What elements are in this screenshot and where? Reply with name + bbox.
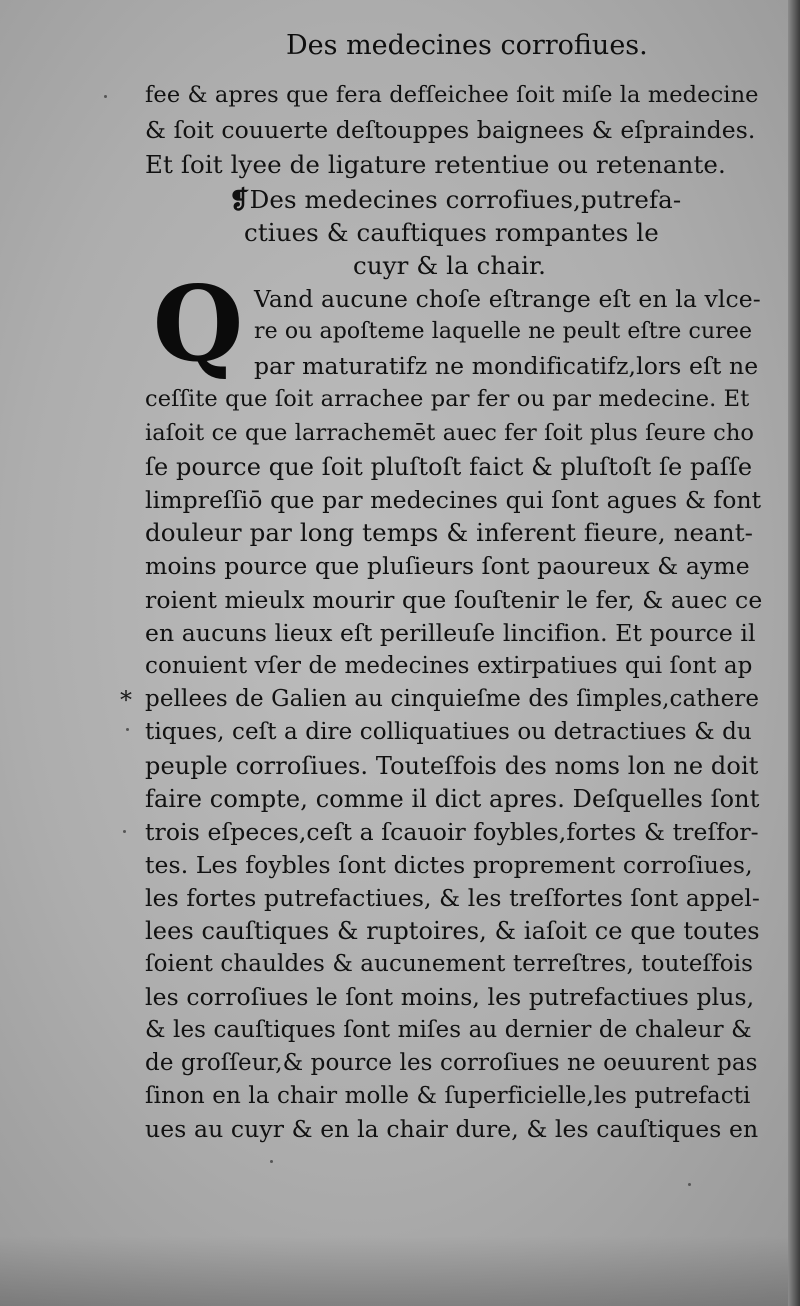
text-line: faire compte, comme il dict apres. Deſquelles ſont <box>145 785 760 813</box>
text-line: roient mieulx mourir que ſouſtenir le fer, & auec ce <box>145 586 763 614</box>
text-line: pellees de Galien au cinquieſme des ſimples,cathere <box>145 686 760 712</box>
ink-speck <box>270 1160 273 1163</box>
text-line: conuient vſer de medecines extirpatiues qui ſont ap <box>145 653 753 679</box>
text-line: ſoient chauldes & aucunement terreſtres, touteſfois <box>145 951 754 977</box>
running-header: Des medecines corrofiues. <box>286 30 648 61</box>
text-line: les corroſiues le ſont moins, les putrefactiues plus, <box>145 983 755 1011</box>
section-heading-line <box>229 183 699 217</box>
text-line: ceſſite que ſoit arrachee par fer ou par medecine. Et <box>145 386 750 412</box>
text-line: fee & apres que fera defſeichee ſoit miſe la medecine <box>145 82 759 108</box>
text-line: lees cauſtiques & ruptoires, & iaſoit ce que toutes <box>145 917 760 945</box>
text-line: ſinon en la chair molle & ſuperficielle,les putrefacti <box>145 1083 751 1109</box>
drop-cap: Q <box>152 262 244 385</box>
margin-asterisk: * <box>120 686 132 714</box>
ink-speck <box>123 830 126 833</box>
page-shadow <box>0 1236 800 1306</box>
text-line: & ſoit couuerte deſtouppes baignees & eſpraindes. <box>145 116 756 144</box>
section-heading-line: ctiues & cauftiques rompantes le <box>244 218 659 247</box>
text-line: douleur par long temps & inferent fieure, neant- <box>145 518 754 547</box>
ink-speck <box>688 1183 691 1186</box>
text-line: ſe pource que ſoit pluſtoſt faict & pluſtoſt ſe paſſe <box>145 453 753 481</box>
text-line: Et ſoit lyee de ligature retentiue ou retenante. <box>145 150 726 179</box>
page-edge <box>788 0 800 1306</box>
section-heading-text: Des medecines corrofiues,putrefa- <box>249 185 682 214</box>
text-line: tes. Les foybles ſont dictes proprement corroſiues, <box>145 851 753 879</box>
text-line: limpreſſiō que par medecines qui ſont agues & font <box>145 486 762 514</box>
text-line: peuple corroſiues. Touteſfois des noms lon ne doit <box>145 752 759 780</box>
text-line: de groſſeur,& pource les corroſiues ne oeuurent pas <box>145 1050 758 1076</box>
text-line: iaſoit ce que larrachemēt auec fer ſoit plus ſeure cho <box>145 420 755 446</box>
ink-speck <box>126 728 129 731</box>
text-line: trois eſpeces,ceſt a ſcauoir foybles,fortes & treſfor- <box>145 818 759 846</box>
text-line: tiques, ceſt a dire colliquatiues ou detractiues & du <box>145 719 752 745</box>
pilcrow-icon: ❡ <box>229 185 250 214</box>
text-line: moins pource que pluſieurs ſont paoureux & ayme <box>145 552 750 580</box>
text-line: Vand aucune choſe eſtrange eſt en la vlce- <box>254 285 761 313</box>
text-line: re ou apoſteme laquelle ne peult eſtre curee <box>254 319 753 344</box>
text-line: les fortes putrefactiues, & les treſfortes ſont appel- <box>145 884 760 912</box>
ink-speck <box>104 95 107 98</box>
text-line: par maturatifz ne mondificatifz,lors eſt ne <box>254 352 759 380</box>
text-line: ues au cuyr & en la chair dure, & les cauſtiques en <box>145 1115 759 1143</box>
section-heading-line: cuyr & la chair. <box>353 251 547 280</box>
text-line: & les cauſtiques ſont miſes au dernier de chaleur & <box>145 1017 752 1043</box>
text-line: en aucuns lieux eſt perilleuſe lincifion. Et pource il <box>145 619 756 647</box>
